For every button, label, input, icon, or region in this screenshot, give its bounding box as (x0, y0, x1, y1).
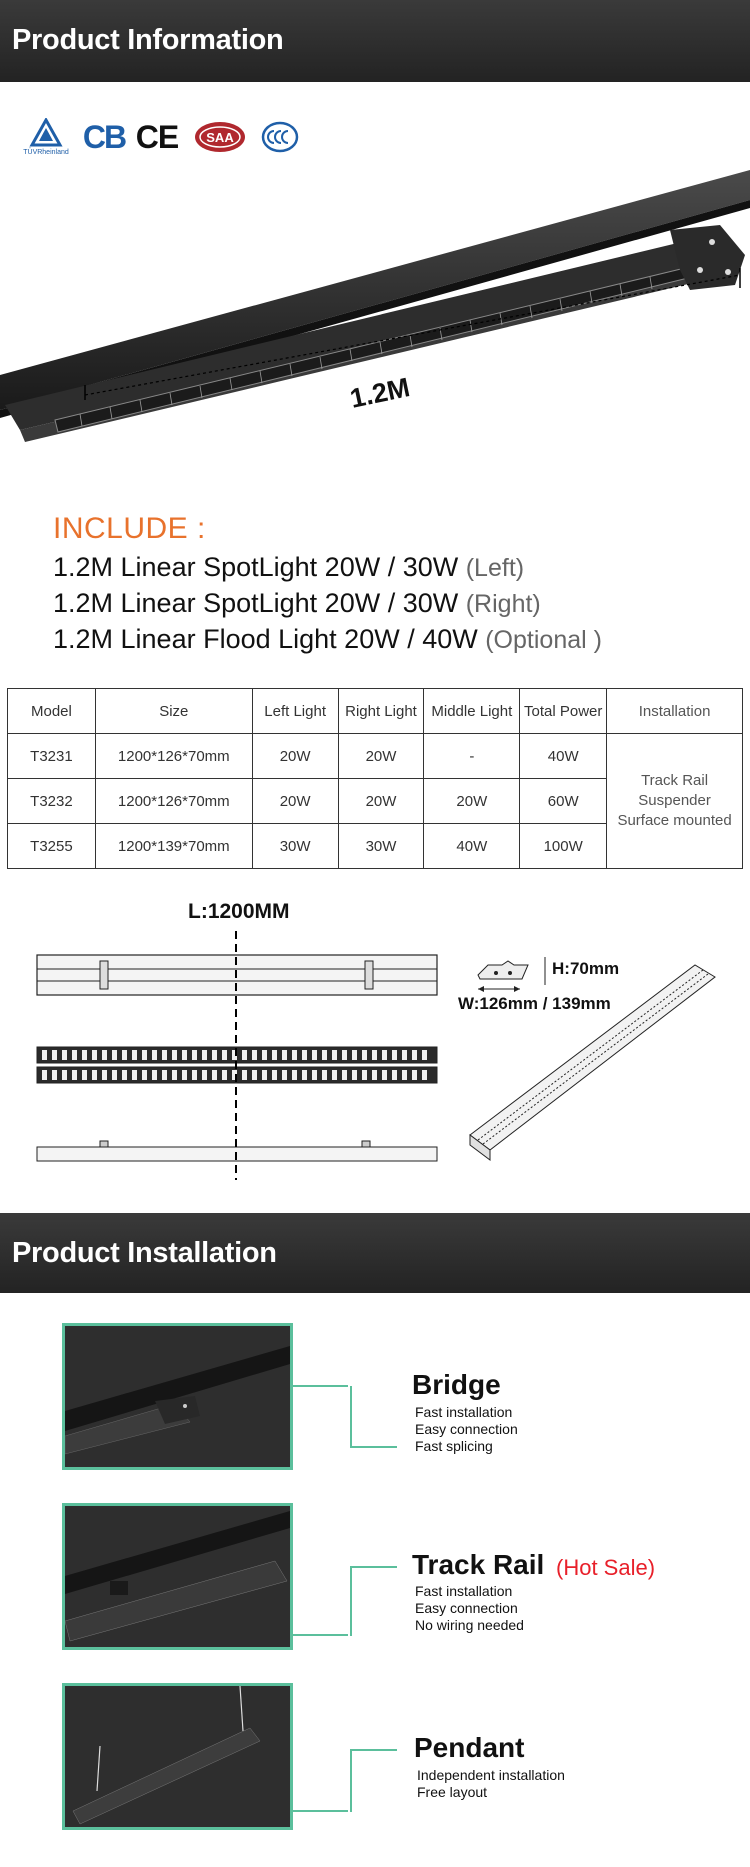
header-middle-light: Middle Light (424, 689, 520, 734)
product-installation-header (0, 1213, 750, 1293)
cb-logo: CB (82, 118, 126, 155)
cell-total-power: 40W (520, 734, 607, 779)
include-item: 1.2M Linear SpotLight 20W / 30W (Right) (53, 588, 541, 618)
connector-line (293, 1810, 348, 1812)
bridge-install-photo (62, 1323, 293, 1470)
cell-model: T3255 (8, 824, 96, 869)
table-header-row (8, 689, 743, 734)
ccc-logo (260, 112, 300, 162)
cell-total-power: 60W (520, 779, 607, 824)
cell-middle-light: 20W (424, 779, 520, 824)
header-left-light: Left Light (252, 689, 338, 734)
cell-size: 1200*126*70mm (95, 734, 252, 779)
cell-left-light: 30W (252, 824, 338, 869)
length-label: 1.2M (347, 372, 413, 414)
include-item: 1.2M Linear Flood Light 20W / 40W (Optional ) (53, 624, 602, 654)
cell-middle-light: 40W (424, 824, 520, 869)
cell-right-light: 20W (338, 779, 424, 824)
linear-light-product-image (0, 160, 750, 490)
length-dimension: L:1200MM (188, 900, 290, 923)
cell-installation: Track Rail Suspender Surface mounted (607, 734, 743, 869)
cell-size: 1200*126*70mm (95, 779, 252, 824)
track-rail-features: Fast installation Easy connection No wiring needed (415, 1583, 524, 1633)
tuv-logo: TÜVRheinland (18, 112, 74, 162)
cell-right-light: 30W (338, 824, 424, 869)
pendant-install-photo (62, 1683, 293, 1830)
dimension-drawing (0, 895, 750, 1185)
header-size: Size (95, 689, 252, 734)
table-row (8, 734, 743, 779)
bridge-title: Bridge (412, 1369, 501, 1400)
hot-sale-badge: (Hot Sale) (556, 1555, 656, 1580)
bridge-features: Fast installation Easy connection Fast splicing (415, 1404, 518, 1454)
saa-logo (192, 112, 248, 162)
connector-line (293, 1634, 348, 1636)
cell-size: 1200*139*70mm (95, 824, 252, 869)
section-title: Product Information (12, 24, 284, 56)
height-dimension: H:70mm (552, 959, 620, 978)
cell-middle-light: - (424, 734, 520, 779)
product-information-header (0, 0, 750, 82)
track-rail-title: Track Rail (412, 1549, 545, 1580)
connector-line (293, 1385, 348, 1387)
ce-logo: CE (135, 118, 179, 155)
pendant-features: Independent installation Free layout (417, 1767, 565, 1800)
section-title: Product Installation (12, 1237, 277, 1269)
cell-right-light: 20W (338, 734, 424, 779)
header-installation: Installation (607, 689, 743, 734)
cell-total-power: 100W (520, 824, 607, 869)
connector-line (350, 1566, 397, 1636)
width-dimension: W:126mm / 139mm (458, 994, 611, 1013)
track-rail-install-photo (62, 1503, 293, 1650)
connector-line (350, 1749, 397, 1812)
svg-text:SAA: SAA (206, 130, 234, 145)
spec-table (7, 688, 743, 869)
pendant-title: Pendant (414, 1732, 525, 1763)
header-total-power: Total Power (520, 689, 607, 734)
header-model: Model (8, 689, 96, 734)
connector-line (350, 1386, 397, 1448)
cell-left-light: 20W (252, 779, 338, 824)
header-right-light: Right Light (338, 689, 424, 734)
cell-model: T3231 (8, 734, 96, 779)
include-title: INCLUDE : (53, 512, 206, 545)
cell-left-light: 20W (252, 734, 338, 779)
include-item: 1.2M Linear SpotLight 20W / 30W (Left) (53, 552, 525, 582)
cell-model: T3232 (8, 779, 96, 824)
